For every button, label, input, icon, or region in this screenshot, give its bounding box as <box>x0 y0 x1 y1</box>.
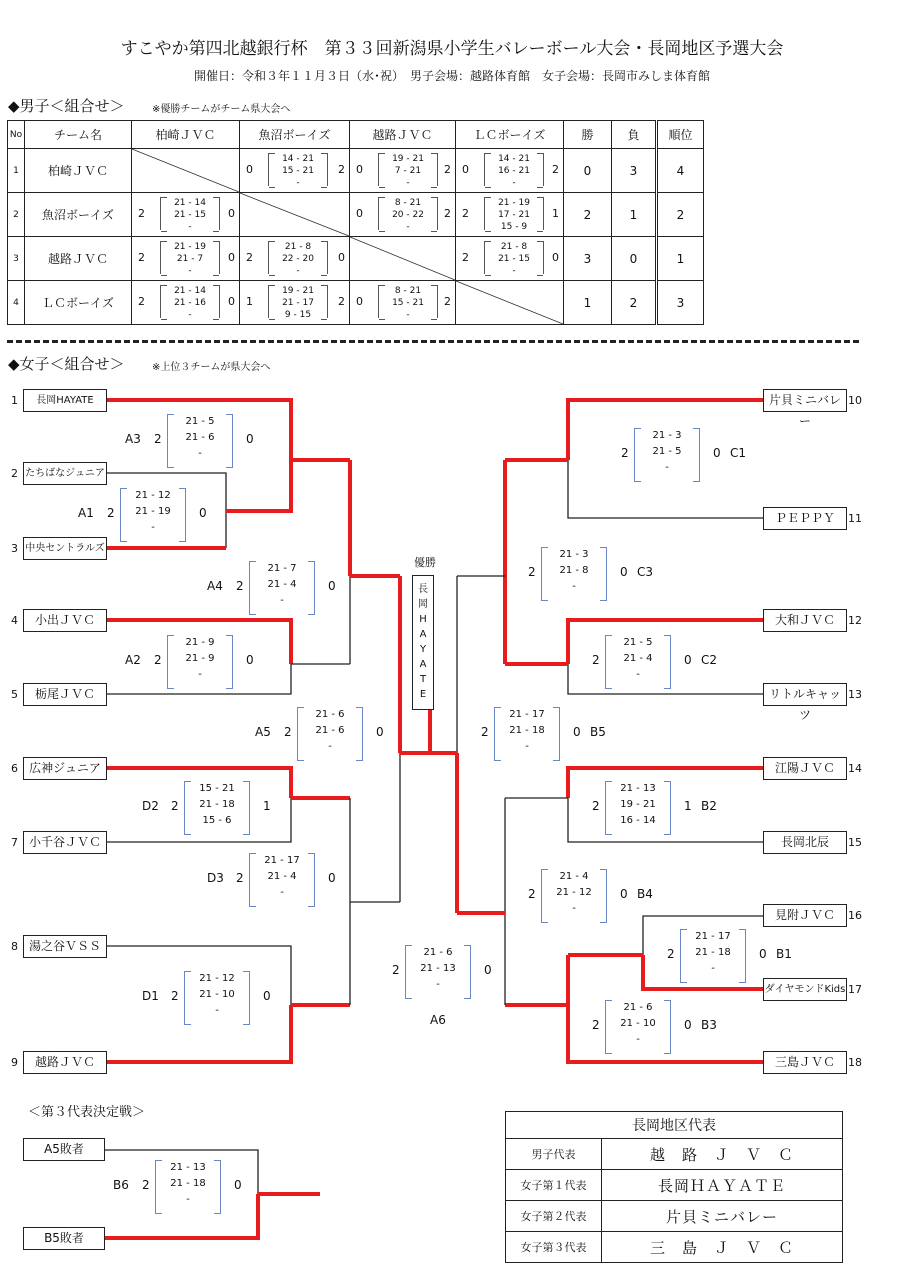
sets-won: 2 <box>154 653 162 667</box>
set-score: 8 - 21 <box>394 286 422 296</box>
match-id: C2 <box>701 653 718 667</box>
set-score: - <box>198 448 202 459</box>
match-score-box <box>605 781 671 833</box>
sets-lost: 2 <box>444 163 451 176</box>
set-score: - <box>512 266 516 276</box>
set-score: - <box>280 887 284 898</box>
sets-won: 2 <box>462 251 469 264</box>
set-score: 21 - 7 <box>267 563 297 574</box>
team-box: 見附ＪＶＣ <box>763 904 847 927</box>
team-number: 7 <box>11 836 18 849</box>
set-score: - <box>636 669 640 680</box>
team-number: 14 <box>848 762 862 775</box>
set-score: 19 - 21 <box>620 799 656 810</box>
sets-lost: 2 <box>338 295 345 308</box>
sets-won: 2 <box>667 947 675 961</box>
team-number: 3 <box>11 542 18 555</box>
set-score: 15 - 21 <box>282 166 314 176</box>
set-score: 19 - 21 <box>392 154 424 164</box>
set-score: 21 - 5 <box>185 416 215 427</box>
rep-key: 男子代表 <box>506 1139 602 1170</box>
set-score: 21 - 5 <box>652 446 682 457</box>
champion-char: Y <box>419 644 427 655</box>
set-score: - <box>525 741 529 752</box>
rep-key: 女子第３代表 <box>506 1232 602 1263</box>
rep-key: 女子第２代表 <box>506 1201 602 1232</box>
row-team-name: ＬＣボーイズ <box>25 281 132 325</box>
set-score: 21 - 17 <box>695 931 731 942</box>
row-no: 2 <box>8 193 25 237</box>
champion-char: E <box>419 689 427 700</box>
team-box: ＰＥＰＰＹ <box>763 507 847 530</box>
match-id: A6 <box>430 1013 446 1027</box>
team-number: 4 <box>11 614 18 627</box>
header-col-1: 柏崎ＪＶＣ <box>132 121 240 149</box>
match-id: A3 <box>125 432 141 446</box>
set-score: 21 - 16 <box>174 298 206 308</box>
sets-lost: 2 <box>338 163 345 176</box>
match-id: B4 <box>637 887 653 901</box>
set-score: 21 - 18 <box>509 725 545 736</box>
rep-value: 片貝ミニバレー <box>602 1201 843 1232</box>
header-loss: 負 <box>612 121 657 149</box>
match-score-box <box>120 488 186 540</box>
set-score: 21 - 14 <box>174 286 206 296</box>
third-team-a: A5敗者 <box>23 1138 105 1161</box>
match-id: B6 <box>113 1178 129 1192</box>
sets-lost: 0 <box>684 1018 692 1032</box>
set-score: - <box>328 741 332 752</box>
match-score-box <box>605 1000 671 1052</box>
sets-won: 0 <box>246 163 253 176</box>
set-score: - <box>665 462 669 473</box>
champion-char: 岡 <box>418 599 428 610</box>
row-losses: 3 <box>612 149 657 193</box>
sets-lost: 0 <box>328 579 336 593</box>
match-score-box <box>167 635 233 687</box>
set-score: - <box>711 963 715 974</box>
sets-won: 0 <box>356 207 363 220</box>
match-score-box <box>167 414 233 466</box>
set-score: 21 - 3 <box>559 549 589 560</box>
sets-won: 2 <box>592 799 600 813</box>
match-id: D1 <box>142 989 159 1003</box>
row-no: 3 <box>8 237 25 281</box>
set-score: 21 - 10 <box>620 1018 656 1029</box>
team-number: 17 <box>848 983 862 996</box>
sets-won: 2 <box>284 725 292 739</box>
set-score: 21 - 17 <box>509 709 545 720</box>
sets-lost: 2 <box>444 207 451 220</box>
boys-heading: ◆男子＜組合せ＞ <box>8 97 125 115</box>
sets-won: 0 <box>356 295 363 308</box>
match-id: B1 <box>776 947 792 961</box>
boys-note: ※優勝チームがチーム県大会へ <box>152 104 291 115</box>
champion-label: 優勝 <box>414 556 436 569</box>
sets-won: 2 <box>138 207 145 220</box>
set-score: - <box>572 581 576 592</box>
set-score: 20 - 22 <box>392 210 424 220</box>
match-score-box <box>605 635 671 687</box>
set-score: 21 - 18 <box>170 1178 206 1189</box>
sets-lost: 0 <box>759 947 767 961</box>
sets-won: 2 <box>528 887 536 901</box>
team-box: 小千谷ＪＶＣ <box>23 831 107 854</box>
set-score: 21 - 9 <box>185 653 215 664</box>
match-id: C1 <box>730 446 747 460</box>
sets-lost: 2 <box>552 163 559 176</box>
header-col-2: 魚沼ボーイズ <box>240 121 350 149</box>
match-score-box <box>184 781 250 833</box>
team-number: 1 <box>11 394 18 407</box>
row-rank: 3 <box>657 281 704 325</box>
match-score-box <box>541 869 607 921</box>
match-score-box <box>155 1160 221 1212</box>
set-score: 21 - 14 <box>174 198 206 208</box>
set-score: 21 - 19 <box>498 198 530 208</box>
match-id: A1 <box>78 506 94 520</box>
team-box: リトルキャッツ <box>763 683 847 706</box>
team-box: 湯之谷ＶＳＳ <box>23 935 107 958</box>
set-score: 21 - 6 <box>185 432 215 443</box>
sets-lost: 0 <box>246 432 254 446</box>
sets-lost: 1 <box>263 799 271 813</box>
set-score: 21 - 9 <box>185 637 215 648</box>
sets-lost: 0 <box>328 871 336 885</box>
match-id: B5 <box>590 725 606 739</box>
row-no: 1 <box>8 149 25 193</box>
sets-lost: 1 <box>684 799 692 813</box>
set-score: 21 - 6 <box>315 725 345 736</box>
match-id: D2 <box>142 799 159 813</box>
match-score-box <box>634 428 700 480</box>
header-col-3: 越路ＪＶＣ <box>350 121 456 149</box>
sets-lost: 0 <box>620 565 628 579</box>
champion-char: 長 <box>418 584 428 595</box>
set-score: 21 - 4 <box>267 871 297 882</box>
team-number: 15 <box>848 836 862 849</box>
rep-value: 三 島 Ｊ Ｖ Ｃ <box>602 1232 843 1263</box>
row-losses: 2 <box>612 281 657 325</box>
sets-lost: 0 <box>263 989 271 1003</box>
sets-lost: 0 <box>246 653 254 667</box>
header-no: No <box>8 121 25 149</box>
set-score: 21 - 19 <box>135 506 171 517</box>
row-wins: 1 <box>564 281 612 325</box>
set-score: - <box>406 310 410 320</box>
set-score: 21 - 15 <box>498 254 530 264</box>
sets-lost: 0 <box>199 506 207 520</box>
match-id: A4 <box>207 579 223 593</box>
team-number: 16 <box>848 909 862 922</box>
row-team-name: 越路ＪＶＣ <box>25 237 132 281</box>
set-score: 21 - 6 <box>315 709 345 720</box>
sets-won: 2 <box>592 653 600 667</box>
set-score: - <box>198 669 202 680</box>
girls-note: ※上位３チームが県大会へ <box>152 362 271 373</box>
champion-char: A <box>419 659 427 670</box>
set-score: 21 - 8 <box>284 242 312 252</box>
set-score: 14 - 21 <box>498 154 530 164</box>
match-id: A2 <box>125 653 141 667</box>
set-score: 21 - 13 <box>170 1162 206 1173</box>
set-score: - <box>151 522 155 533</box>
set-score: - <box>215 1005 219 1016</box>
third-team-b: B5敗者 <box>23 1227 105 1250</box>
sets-won: 2 <box>171 989 179 1003</box>
sets-lost: 2 <box>444 295 451 308</box>
row-losses: 1 <box>612 193 657 237</box>
team-box: 長岡HAYATE <box>23 389 107 412</box>
set-score: - <box>406 222 410 232</box>
match-score-box <box>249 561 315 613</box>
set-score: 21 - 13 <box>420 963 456 974</box>
champion-box <box>412 575 434 710</box>
set-score: 22 - 20 <box>282 254 314 264</box>
set-score: 21 - 12 <box>199 973 235 984</box>
team-number: 11 <box>848 512 862 525</box>
match-id: C3 <box>637 565 654 579</box>
sets-won: 2 <box>481 725 489 739</box>
team-number: 13 <box>848 688 862 701</box>
set-score: - <box>188 310 192 320</box>
row-wins: 3 <box>564 237 612 281</box>
rep-key: 女子第１代表 <box>506 1170 602 1201</box>
set-score: 9 - 15 <box>284 310 312 320</box>
set-score: 8 - 21 <box>394 198 422 208</box>
set-score: 16 - 21 <box>498 166 530 176</box>
match-id: B2 <box>701 799 717 813</box>
team-box: ダイヤモンドKids <box>763 978 847 1001</box>
sets-lost: 0 <box>713 446 721 460</box>
set-score: - <box>636 1034 640 1045</box>
set-score: 21 - 13 <box>620 783 656 794</box>
header-win: 勝 <box>564 121 612 149</box>
sets-won: 2 <box>236 579 244 593</box>
sets-won: 2 <box>154 432 162 446</box>
set-score: 16 - 14 <box>620 815 656 826</box>
match-score-box <box>494 707 560 759</box>
team-number: 5 <box>11 688 18 701</box>
champion-char: A <box>419 629 427 640</box>
sets-won: 2 <box>107 506 115 520</box>
sets-lost: 0 <box>376 725 384 739</box>
match-id: B3 <box>701 1018 717 1032</box>
set-score: 21 - 12 <box>556 887 592 898</box>
sets-won: 0 <box>462 163 469 176</box>
set-score: 21 - 4 <box>623 653 653 664</box>
match-score-box <box>297 707 363 759</box>
third-place-heading: ＜第３代表決定戦＞ <box>28 1105 146 1120</box>
set-score: 21 - 6 <box>423 947 453 958</box>
sets-lost: 0 <box>228 207 235 220</box>
team-box: 栃尾ＪＶＣ <box>23 683 107 706</box>
set-score: 15 - 21 <box>199 783 235 794</box>
set-score: 21 - 3 <box>652 430 682 441</box>
row-wins: 2 <box>564 193 612 237</box>
set-score: 21 - 15 <box>174 210 206 220</box>
set-score: 15 - 9 <box>500 222 528 232</box>
header-rank: 順位 <box>657 121 704 149</box>
team-box: 中央セントラルズ <box>23 537 107 560</box>
team-box: 片貝ミニバレー <box>763 389 847 412</box>
sets-lost: 0 <box>338 251 345 264</box>
champion-char: H <box>419 614 427 625</box>
row-team-name: 柏崎ＪＶＣ <box>25 149 132 193</box>
set-score: 21 - 4 <box>559 871 589 882</box>
set-score: 15 - 6 <box>202 815 232 826</box>
match-score-box <box>405 945 471 997</box>
header-col-4: ＬＣボーイズ <box>456 121 564 149</box>
set-score: 14 - 21 <box>282 154 314 164</box>
set-score: 7 - 21 <box>394 166 422 176</box>
set-score: 21 - 7 <box>176 254 204 264</box>
row-no: 4 <box>8 281 25 325</box>
sets-lost: 0 <box>552 251 559 264</box>
sets-lost: 0 <box>573 725 581 739</box>
set-score: - <box>512 178 516 188</box>
set-score: 21 - 8 <box>559 565 589 576</box>
sets-won: 2 <box>246 251 253 264</box>
sets-lost: 0 <box>684 653 692 667</box>
set-score: 21 - 18 <box>695 947 731 958</box>
team-box: 江陽ＪＶＣ <box>763 757 847 780</box>
bracket-line <box>400 710 430 753</box>
page-title: すこやか第四北越銀行杯 第３３回新潟県小学生バレーボール大会・長岡地区予選大会 <box>120 39 784 59</box>
set-score: 15 - 21 <box>392 298 424 308</box>
team-number: 18 <box>848 1056 862 1069</box>
champion-char: T <box>419 674 427 685</box>
sets-lost: 0 <box>620 887 628 901</box>
match-id: A5 <box>255 725 271 739</box>
rep-value: 越 路 Ｊ Ｖ Ｃ <box>602 1139 843 1170</box>
rep-value: 長岡ＨＡＹＡＴＥ <box>602 1170 843 1201</box>
team-number: 9 <box>11 1056 18 1069</box>
row-wins: 0 <box>564 149 612 193</box>
set-score: 21 - 6 <box>623 1002 653 1013</box>
team-number: 12 <box>848 614 862 627</box>
set-score: - <box>296 178 300 188</box>
team-box: 越路ＪＶＣ <box>23 1051 107 1074</box>
row-rank: 2 <box>657 193 704 237</box>
page-subtitle: 開催日：令和３年１１月３日（水･祝） 男子会場：越路体育館 女子会場：長岡市みしま体育館 <box>193 69 710 83</box>
sets-lost: 1 <box>552 207 559 220</box>
sets-lost: 0 <box>234 1178 242 1192</box>
sets-won: 2 <box>138 295 145 308</box>
set-score: 21 - 19 <box>174 242 206 252</box>
sets-won: 2 <box>171 799 179 813</box>
team-number: 6 <box>11 762 18 775</box>
bracket-line <box>226 460 291 511</box>
set-score: - <box>280 595 284 606</box>
sets-won: 2 <box>236 871 244 885</box>
team-number: 10 <box>848 394 862 407</box>
set-score: 21 - 17 <box>264 855 300 866</box>
set-score: 17 - 21 <box>498 210 530 220</box>
team-box: 広神ジュニア <box>23 757 107 780</box>
team-box: 三島ＪＶＣ <box>763 1051 847 1074</box>
team-box: たちばなジュニア <box>23 462 107 485</box>
team-box: 小出ＪＶＣ <box>23 609 107 632</box>
sets-won: 2 <box>592 1018 600 1032</box>
set-score: 21 - 5 <box>623 637 653 648</box>
row-team-name: 魚沼ボーイズ <box>25 193 132 237</box>
sets-won: 2 <box>392 963 400 977</box>
row-rank: 1 <box>657 237 704 281</box>
row-losses: 0 <box>612 237 657 281</box>
match-score-box <box>680 929 746 981</box>
set-score: 21 - 18 <box>199 799 235 810</box>
set-score: 21 - 17 <box>282 298 314 308</box>
set-score: 21 - 4 <box>267 579 297 590</box>
representatives-table <box>505 1111 843 1263</box>
sets-won: 2 <box>138 251 145 264</box>
set-score: 21 - 8 <box>500 242 528 252</box>
set-score: - <box>188 222 192 232</box>
team-box: 大和ＪＶＣ <box>763 609 847 632</box>
match-score-box <box>184 971 250 1023</box>
girls-heading: ◆女子＜組合せ＞ <box>8 355 125 373</box>
set-score: 21 - 12 <box>135 490 171 501</box>
match-score-box <box>249 853 315 905</box>
team-number: 2 <box>11 467 18 480</box>
sets-won: 0 <box>356 163 363 176</box>
reps-heading: 長岡地区代表 <box>506 1112 843 1139</box>
sets-lost: 0 <box>228 295 235 308</box>
set-score: 19 - 21 <box>282 286 314 296</box>
team-number: 8 <box>11 940 18 953</box>
sets-lost: 0 <box>484 963 492 977</box>
team-box: 長岡北辰 <box>763 831 847 854</box>
set-score: - <box>436 979 440 990</box>
sets-won: 2 <box>142 1178 150 1192</box>
set-score: - <box>406 178 410 188</box>
set-score: - <box>572 903 576 914</box>
row-rank: 4 <box>657 149 704 193</box>
match-id: D3 <box>207 871 224 885</box>
header-team: チーム名 <box>25 121 132 149</box>
set-score: - <box>186 1194 190 1205</box>
sets-lost: 0 <box>228 251 235 264</box>
match-score-box <box>541 547 607 599</box>
sets-won: 2 <box>462 207 469 220</box>
sets-won: 2 <box>528 565 536 579</box>
set-score: - <box>188 266 192 276</box>
set-score: 21 - 10 <box>199 989 235 1000</box>
sets-won: 2 <box>621 446 629 460</box>
set-score: - <box>296 266 300 276</box>
sets-won: 1 <box>246 295 253 308</box>
